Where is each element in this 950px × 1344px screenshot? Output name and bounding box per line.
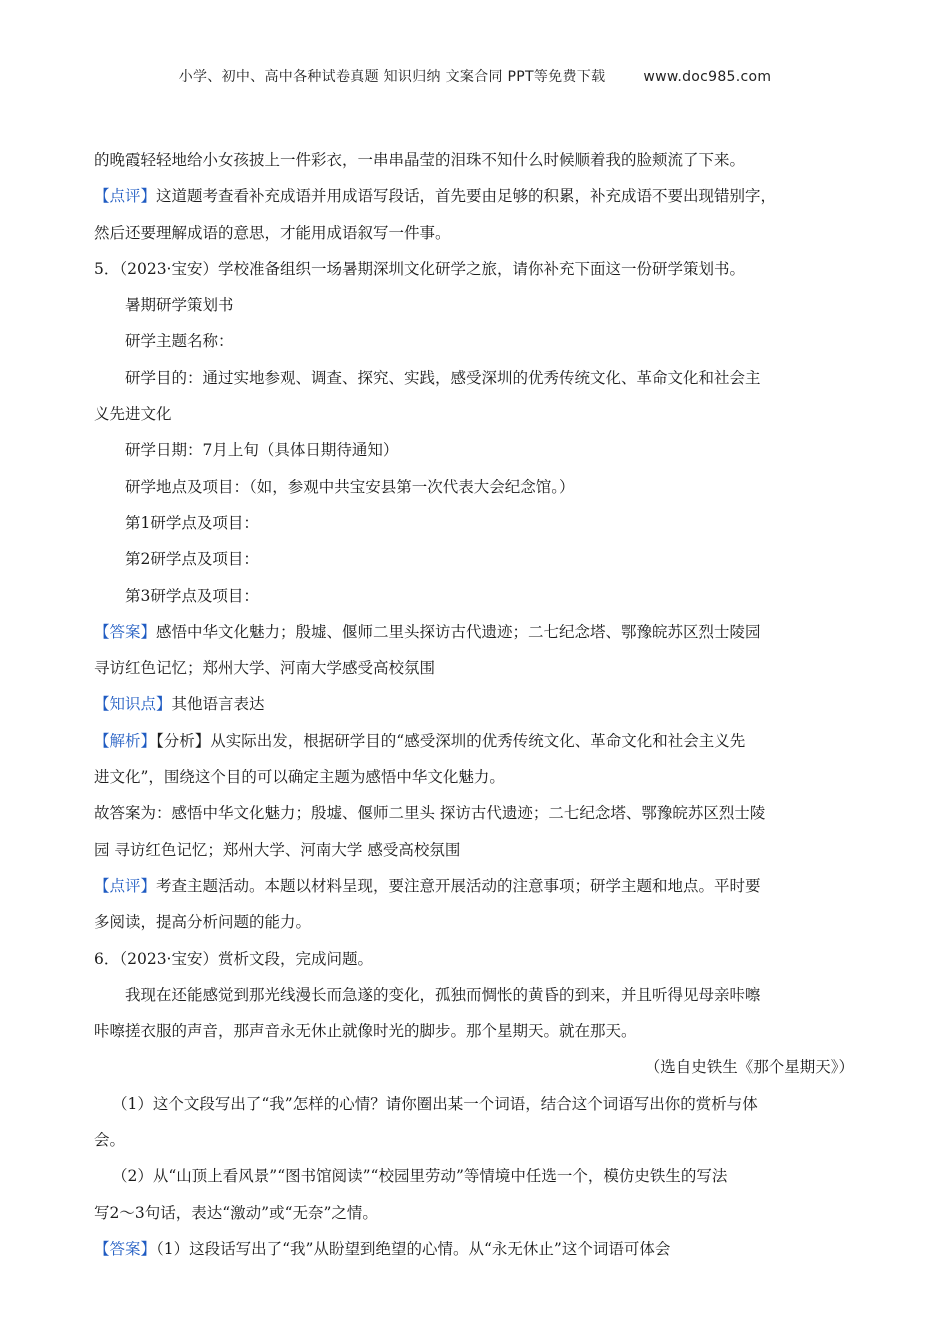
header-slogan: 小学、初中、高中各种试卷真题 知识归纳 文案合同 PPT等免费下载: [178, 69, 606, 85]
comment-tag: 【点评】: [94, 187, 157, 206]
passage-line: 我现在还能感觉到那光线漫长而急遂的变化，孤独而惆怅的黄昏的到来，并且听得见母亲咔嚓: [125, 985, 761, 1004]
answer-tag: 【答案】: [94, 622, 157, 641]
text-span: 这道题考查看补充成语并用成语写段话，首先要由足够的积累，补充成语不要出现错别字，: [156, 187, 777, 206]
knowledge-line: [94, 686, 864, 722]
text-line: 写2～3句话，表达“激动”或“无奈”之情。: [94, 1203, 378, 1222]
plan-purpose: 研学目的：通过实地参观、调查、探究、实践，感受深圳的优秀传统文化、革命文化和社会主: [125, 368, 761, 387]
plan-point-1: 第1研学点及项目：: [125, 513, 259, 532]
plan-point-3: 第3研学点及项目：: [125, 586, 259, 605]
plan-title: 暑期研学策划书: [125, 296, 234, 315]
text-span: 其他语言表达: [171, 695, 265, 714]
text-line: 多阅读，提高分析问题的能力。: [94, 913, 312, 932]
question-5-title: 5．（2023·宝安）学校准备组织一场暑期深圳文化研学之旅，请你补充下面这一份研学策划书。: [94, 259, 745, 278]
plan-theme: 研学主题名称：: [125, 332, 234, 351]
plan-location: 研学地点及项目：（如，参观中共宝安县第一次代表大会纪念馆。）: [125, 477, 575, 496]
comment-line: [94, 868, 864, 904]
text-line: 园 寻访红色记忆；郑州大学、河南大学 感受高校氛围: [94, 840, 461, 859]
plan-date: 研学日期：7月上旬（具体日期待通知）: [125, 441, 399, 460]
question-6-title: 6．（2023·宝安）赏析文段，完成问题。: [94, 949, 373, 968]
page-header: [0, 66, 950, 86]
text-line: 然后还要理解成语的意思，才能用成语叙写一件事。: [94, 223, 451, 242]
passage-line: 咔嚓搓衣服的声音，那声音永无休止就像时光的脚步。那个星期天。就在那天。: [94, 1022, 637, 1041]
text-span: 【分析】从实际出发，根据研学目的“感受深圳的优秀传统文化、革命文化和社会主义先: [156, 731, 746, 750]
answer-line: [94, 1231, 864, 1267]
knowledge-tag: 【知识点】: [94, 695, 172, 714]
text-span: 考查主题活动。本题以材料呈现，要注意开展活动的注意事项；研学主题和地点。平时要: [156, 876, 761, 895]
text-line: 故答案为：感悟中华文化魅力；殷墟、偃师二里头 探访古代遗迹；二七纪念塔、鄂豫皖苏区烈士陵: [94, 804, 766, 823]
answer-line: [94, 614, 864, 650]
text-line: 会。: [94, 1131, 126, 1150]
comment-tag: 【点评】: [94, 876, 157, 895]
text-line: 进文化”，围绕这个目的可以确定主题为感悟中华文化魅力。: [94, 768, 505, 787]
analysis-line: [94, 723, 864, 759]
sub-question-2: （2）从“山顶上看风景”“图书馆阅读”“校园里劳动”等情境中任选一个，模仿史铁生的写法: [112, 1167, 728, 1186]
comment-line: [94, 178, 864, 214]
analysis-tag: 【解析】: [94, 731, 157, 750]
text-span: （1）这段话写出了“我”从盼望到绝望的心情。从“永无休止”这个词语可体会: [156, 1239, 671, 1258]
plan-point-2: 第2研学点及项目：: [125, 550, 259, 569]
document-body: [94, 142, 864, 1267]
text-line: 的晚霞轻轻地给小女孩披上一件彩衣，一串串晶莹的泪珠不知什么时候顺着我的脸颊流了下来。: [94, 151, 746, 169]
plan-purpose-cont: 义先进文化: [94, 405, 172, 424]
sub-question-1: （1）这个文段写出了“我”怎样的心情？请你圈出某一个词语，结合这个词语写出你的赏析与体: [112, 1094, 758, 1113]
text-line: 寻访红色记忆；郑州大学、河南大学感受高校氛围: [94, 659, 436, 678]
passage-source: （选自史铁生《那个星期天》）: [644, 1058, 854, 1077]
header-site: www.doc985.com: [643, 69, 772, 85]
text-span: 感悟中华文化魅力；殷墟、偃师二里头探访古代遗迹；二七纪念塔、鄂豫皖苏区烈士陵园: [156, 622, 761, 641]
answer-tag: 【答案】: [94, 1239, 157, 1258]
